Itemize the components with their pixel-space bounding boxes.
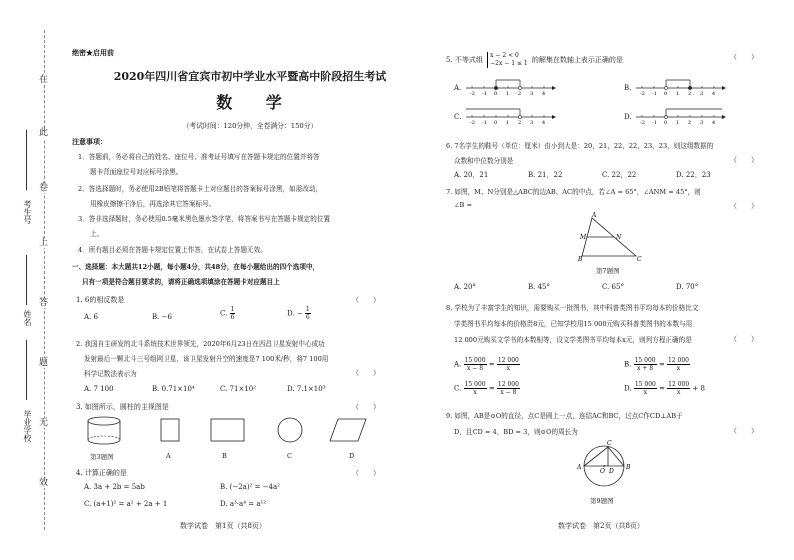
tick-label: -1 [482, 120, 487, 126]
q3-label-a: A [166, 452, 171, 460]
tick-label: 0 [494, 91, 498, 97]
margin-char: 卷 [39, 183, 49, 193]
margin-char: 题 [39, 358, 49, 368]
tick-label: -1 [652, 120, 657, 126]
answer-paren: （ ） [352, 369, 380, 377]
answer-paren: （ ） [730, 202, 758, 210]
q6-option-a: A. 20，21 [454, 171, 489, 179]
q6-line: 6. 7名学生的鞋号（单位：厘米）由小到大是：20，21，22，22，23，23，则这组数据的 [446, 142, 714, 150]
q4-option-c: C. (a+1)² = a² + 2a + 1 [84, 500, 168, 508]
tick-label: -2 [640, 120, 645, 126]
section-heading: 只有一项是符合题目要求的，请将正确选项填涂在答题卡对应题目上 [82, 278, 280, 286]
notes-heading: 注意事项： [72, 137, 107, 146]
number-line-c [466, 105, 556, 127]
answer-paren: （ ） [730, 335, 758, 343]
tick-label: 2 [518, 120, 522, 126]
exam-info: （考试时间：120分钟，全卷满分：150分） [182, 122, 318, 130]
q3-stem: 3. 如图所示，圆柱的主视图是 [76, 403, 169, 411]
q6-line: 众数和中位数分别是 [454, 157, 514, 165]
tick-label: -2 [470, 91, 475, 97]
number-line-a [466, 76, 556, 98]
fill-line [26, 340, 27, 400]
center-o: O [600, 468, 605, 475]
q6-option-b: B. 21，22 [528, 171, 563, 179]
fill-line [26, 130, 27, 190]
q1-option-c: C. $\frac{1}{6}$ [220, 306, 235, 321]
margin-char: 效 [39, 478, 49, 488]
q2-option-a: A. 7 100 [84, 385, 114, 393]
exam-title: 2020年四川省宜宾市初中学业水平暨高中阶段招生考试 [113, 70, 387, 83]
fill-line [26, 255, 27, 305]
q5-stem: 5. 不等式组 x − 2 < 0 −2x − 1 ≤ 1 的解集在数轴上表示正确的是 [446, 52, 623, 67]
note-line: 3．答非选择题时，务必使用0.5毫米黑色墨水签字笔，将答案书写在答题卡规定的位置 [78, 215, 331, 223]
tick-label: 3 [700, 91, 704, 97]
q2-line: 2. 我国自主研发的北斗系统技术世界领先，2020年6月23日在西昌卫星发射中心成功 [76, 340, 325, 348]
subject-title: 数 学 [216, 93, 296, 112]
tick-label: -1 [652, 91, 657, 97]
number-line-b [636, 76, 726, 98]
page-footer: 数学试卷 第1页（共8页） [180, 522, 266, 530]
q4-option-d: D. a³·a⁴ = a¹² [220, 500, 267, 508]
vertex-c: C [637, 256, 642, 263]
q8-option-c: C. $\frac{15 000}{x}$ = $\frac{12 000}{x - 8}$ [454, 381, 519, 396]
margin-char: 上 [39, 238, 49, 248]
answer-paren: （ ） [730, 427, 758, 435]
q2-option-c: C. 71×10² [220, 385, 257, 393]
q7-option-c: C. 65° [602, 283, 624, 291]
vertex-b: B [578, 256, 583, 263]
note-line: 2．答选择题时，务必使用2B铅笔将答题卡上对应题目的答案标号涂黑，如需改动， [78, 185, 323, 193]
q4-option-a: A. 3a + 2b = 5ab [84, 483, 145, 491]
note-line: 题卡背面座位号对应标号涂黑。 [90, 168, 183, 176]
option-c-circle [276, 416, 304, 444]
answer-paren: （ ） [352, 469, 380, 477]
q4-option-b: B. (−2a)² = −4a² [220, 483, 280, 491]
q7-option-a: A. 20° [454, 283, 476, 291]
triangle-figure [578, 212, 648, 262]
q8-line: 8. 学校为了丰富学生的知识，需要购买一批图书，其中科普类图书平均每本的价格比文 [446, 304, 699, 312]
q2-line: 发射最后一颗北斗三号组网卫星，该卫星发射升空的速度是7 100米/秒，将7 100用 [84, 355, 329, 363]
cut-line [44, 30, 45, 530]
q5-option-c: C. [454, 113, 462, 121]
q9-line: D，且CD = 4，BD = 3，则⊙O的周长为 [454, 428, 578, 436]
answer-paren: （ ） [730, 53, 758, 61]
option-a-rectangle-tall [160, 418, 182, 444]
option-b-rectangle-wide [210, 418, 246, 444]
tick-label: 0 [664, 120, 668, 126]
q7-line: ∠B = [454, 201, 472, 209]
section-heading: 一、选择题：本大题共12小题，每小题4分，共48分，在每小题给出的四个选项中， [72, 263, 320, 271]
q8-line: 学类图书平均每本的价格贵8元，已知学校用15 000元购买科普类图书的本数与用 [454, 320, 693, 328]
page-2 [418, 0, 794, 560]
tick-label: 4 [542, 120, 546, 126]
tick-label: 2 [688, 91, 692, 97]
tick-label: -2 [640, 91, 645, 97]
q1-stem: 1. 6的相反数是 [76, 296, 125, 304]
point-n: N [616, 234, 622, 241]
tick-label: 1 [676, 91, 680, 97]
q1-option-d: D. − $\frac{1}{6}$ [287, 306, 310, 321]
point-d: D [609, 468, 614, 475]
q8-line: 12 000元购买文学书的本数相等，设文学类图书平均每本x元，则列方程正确的是 [454, 336, 692, 344]
point-b: B [626, 464, 631, 471]
cylinder-figure [84, 416, 124, 446]
q5-option-a: A. [454, 84, 462, 92]
secret-label: 绝密★启用前 [72, 48, 114, 57]
q7-option-b: B. 45° [528, 283, 551, 291]
tick-label: 1 [506, 91, 510, 97]
q1-option-a: A. 6 [84, 313, 98, 321]
tick-label: 3 [530, 91, 534, 97]
margin-char: 无 [39, 418, 49, 428]
q6-option-d: D. 22，23 [676, 171, 711, 179]
vertex-a: A [592, 212, 597, 219]
tick-label: 4 [712, 91, 716, 97]
point-m: M [580, 234, 587, 241]
q1-option-b: B. −6 [152, 313, 172, 321]
answer-paren: （ ） [730, 156, 758, 164]
label-name: 姓名 [23, 310, 32, 326]
label-school: 毕业学校 [23, 410, 32, 442]
q9-line: 9. 如图，AB是⊙O的直径，点C是圆上一点，连结AC和BC，过点C作CD⊥AB于 [446, 412, 683, 420]
tick-label: 4 [542, 91, 546, 97]
binding-margin [0, 0, 60, 560]
tick-label: 0 [664, 91, 668, 97]
q7-line: 7. 如图，M、N分别是△ABC的边AB、AC的中点，若∠A = 65°，∠ANM = 45°，则 [446, 188, 701, 196]
point-a: A [577, 464, 582, 471]
point-c: C [607, 440, 612, 447]
tick-label: 4 [712, 120, 716, 126]
q7-option-d: D. 70° [676, 283, 699, 291]
circle-figure [574, 440, 634, 490]
q8-option-a: A. $\frac{15 000}{x - 8}$ = $\frac{12 000}{x}$ [454, 357, 519, 372]
q6-option-c: C. 22，22 [602, 171, 637, 179]
tick-label: 2 [518, 91, 522, 97]
tick-label: -2 [470, 120, 475, 126]
note-line: 4．所有题目必须在答题卡规定位置上作答，在试卷上答题无效。 [78, 246, 267, 254]
q8-option-d: D. $\frac{15 000}{x}$ = $\frac{12 000}{x}$ + 8 [624, 381, 705, 396]
q3-label-b: B [222, 452, 227, 460]
tick-label: 1 [676, 120, 680, 126]
q4-stem: 4. 计算正确的是 [76, 469, 127, 477]
tick-label: 0 [494, 120, 498, 126]
tick-label: 3 [700, 120, 704, 126]
tick-label: 1 [506, 120, 510, 126]
note-line: 1．答题前，务必将自己的姓名、座位号、准考证号填写在答题卡规定的位置并将答 [78, 153, 320, 161]
note-line: 用橡皮擦擦干净后，再选涂其它答案标号。 [90, 200, 216, 208]
option-d-parallelogram [328, 418, 368, 444]
q7-caption: 第7题图 [596, 267, 620, 275]
answer-paren: （ ） [352, 296, 380, 304]
tick-label: 3 [530, 120, 534, 126]
number-line-d [636, 105, 726, 127]
q3-label-c: C [287, 452, 292, 460]
margin-char: 在 [39, 75, 49, 85]
q2-option-d: D. 7.1×10³ [287, 385, 326, 393]
note-line: 上。 [90, 230, 104, 238]
page-footer: 数学试卷 第2页（共8页） [558, 522, 644, 530]
tick-label: -1 [482, 91, 487, 97]
tick-label: 2 [688, 120, 692, 126]
q3-label-d: D [349, 452, 355, 460]
q9-caption: 第9题图 [590, 497, 614, 505]
answer-paren: （ ） [352, 403, 380, 411]
q5-option-d: D. [624, 113, 632, 121]
q5-option-b: B. [624, 84, 632, 92]
q8-option-b: B. $\frac{15 000}{x + 8}$ = $\frac{12 000}{x}$ [624, 357, 689, 372]
label-exam-number: 考生号 [23, 200, 32, 224]
q2-line: 科学记数法表示为 [84, 370, 137, 378]
margin-char: 答 [39, 298, 49, 308]
q3-caption: 第3题图 [90, 453, 114, 461]
margin-char: 此 [39, 128, 49, 138]
q2-option-b: B. 0.71×10⁴ [152, 385, 195, 393]
